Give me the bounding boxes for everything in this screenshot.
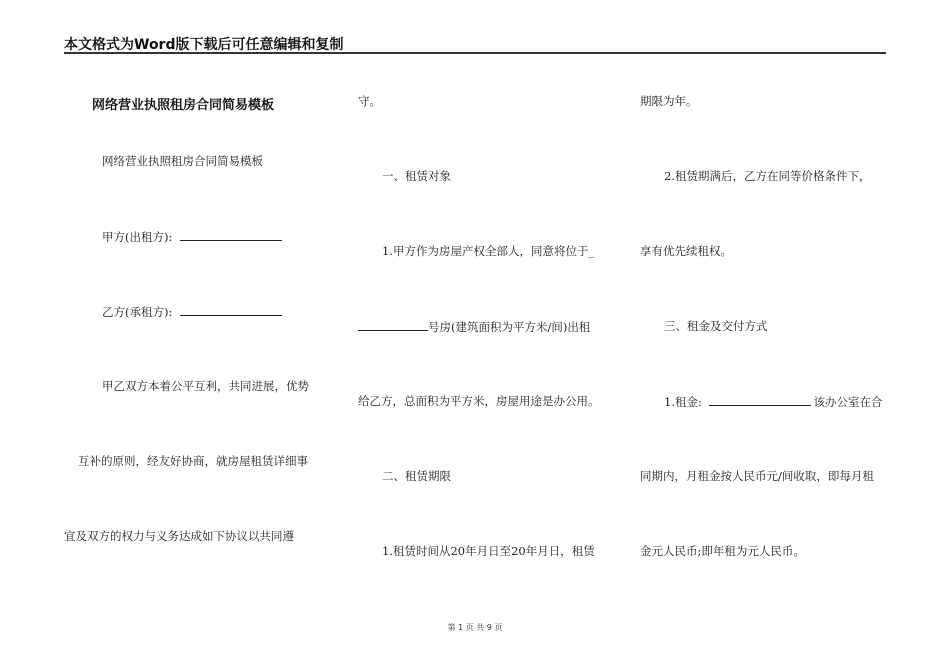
paragraph-line bbox=[664, 394, 883, 409]
section-heading: 三、租金及交付方式 bbox=[664, 319, 768, 333]
header-banner: 本文格式为Word版下载后可任意编辑和复制 bbox=[64, 37, 344, 53]
paragraph-line: 1.甲方作为房屋产权全部人，同意将位于_ bbox=[382, 244, 595, 258]
subtitle-line: 网络营业执照租房合同简易模板 bbox=[102, 154, 263, 168]
paragraph-text: 号房(建筑面积为平方米/间)出租 bbox=[428, 320, 591, 334]
party-a-label: 甲方(出租方): bbox=[102, 230, 173, 244]
paragraph-line: 互补的原则，经友好协商，就房屋租赁详细事 bbox=[78, 454, 308, 468]
address-blank bbox=[358, 319, 428, 331]
party-b-label: 乙方(承租方): bbox=[102, 305, 173, 319]
paragraph-line: 同期内，月租金按人民币元/间收取，即每月租 bbox=[640, 469, 874, 483]
rent-blank bbox=[709, 394, 811, 406]
party-a-blank bbox=[180, 229, 282, 241]
section-heading: 二、租赁期限 bbox=[382, 469, 451, 483]
party-b-blank bbox=[180, 304, 282, 316]
paragraph-line: 1.租赁时间从20年月日至20年月日，租赁 bbox=[382, 544, 595, 558]
paragraph-line: 期限为年。 bbox=[640, 94, 698, 108]
paragraph-line bbox=[358, 319, 590, 334]
document-header bbox=[64, 34, 886, 54]
paragraph-line: 给乙方，总面积为平方米，房屋用途是办公用。 bbox=[358, 394, 600, 408]
party-b-line bbox=[102, 304, 282, 319]
section-heading: 一、租赁对象 bbox=[382, 169, 451, 183]
paragraph-line: 甲乙双方本着公平互利，共同进展，优势 bbox=[102, 379, 309, 393]
paragraph-line: 守。 bbox=[358, 94, 381, 108]
paragraph-line: 宜及双方的权力与义务达成如下协议以共同遵 bbox=[64, 529, 294, 543]
rent-label: 1.租金: bbox=[664, 395, 702, 409]
page-number: 第 1 页 共 9 页 bbox=[447, 623, 503, 632]
document-title: 网络营业执照租房合同简易模板 bbox=[92, 98, 275, 113]
paragraph-line: 金元人民币;即年租为元人民币。 bbox=[640, 544, 805, 558]
paragraph-line: 享有优先续租权。 bbox=[640, 244, 732, 258]
party-a-line bbox=[102, 229, 282, 244]
paragraph-text: 该办公室在合 bbox=[813, 395, 883, 409]
paragraph-line: 2.租赁期满后，乙方在同等价格条件下， bbox=[664, 169, 871, 183]
